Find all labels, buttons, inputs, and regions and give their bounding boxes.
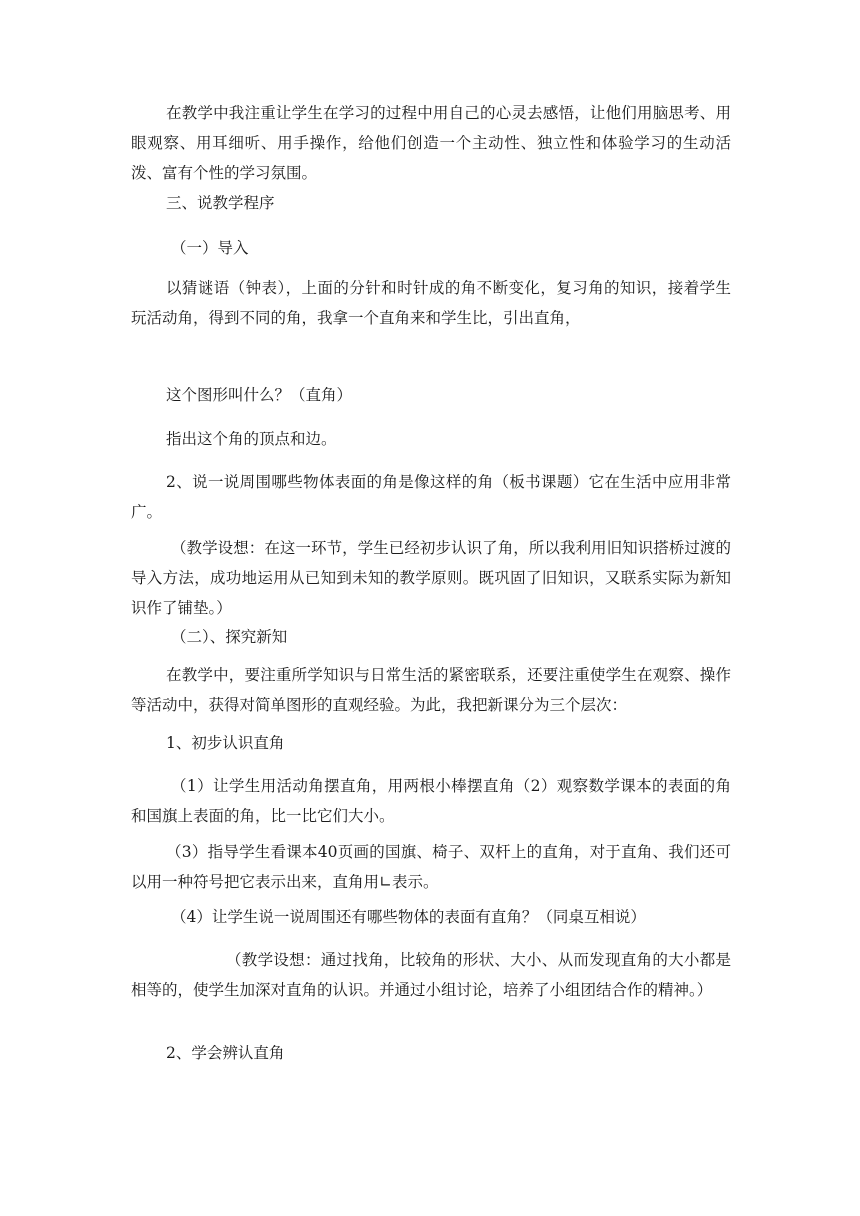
paragraph-step-1-2: （1）让学生用活动角摆直角，用两根小棒摆直角（2）观察数学课本的表面的角和国旗上表面的角，比一比它们大小。 bbox=[131, 777, 731, 825]
paragraph-teaching-idea-2: （教学设想：通过找角，比较角的形状、大小、从而发现直角的大小都是相等的，使学生加深对直角的认识。并通过小组讨论，培养了小组团结合作的精神。） bbox=[131, 951, 731, 999]
paragraph-intro: 在教学中我注重让学生在学习的过程中用自己的心灵去感悟，让他们用脑思考、用眼观察、用耳细听、用手操作，给他们创造一个主动性、独立性和体验学习的生动活泼、富有个性的学习氛围。 bbox=[131, 104, 731, 182]
paragraph-step-3: （3）指导学生看课本40页画的国旗、椅子、双杆上的直角，对于直角、我们还可以用一种符号把它表示出来，直角用∟表示。 bbox=[131, 843, 731, 891]
paragraph-question: 这个图形叫什么？（直角） bbox=[166, 386, 353, 404]
heading-introduction: （一）导入 bbox=[171, 239, 249, 257]
paragraph-item-2: 2、说一说周围哪些物体表面的角是像这样的角（板书课题）它在生活中应用非常广。 bbox=[131, 473, 731, 521]
paragraph-teaching-idea-1: （教学设想：在这一环节，学生已经初步认识了角，所以我利用旧知识搭桥过渡的导入方法，成功地运用从已知到未知的教学原则。既巩固了旧知识，又联系实际为新知识作了铺垫。） bbox=[131, 539, 731, 617]
heading-initial-right-angle: 1、初步认识直角 bbox=[166, 734, 285, 752]
heading-explore-new: （二）、探究新知 bbox=[171, 628, 288, 646]
paragraph-daily-life: 在教学中，要注重所学知识与日常生活的紧密联系，还要注重使学生在观察、操作等活动中，获得对简单图形的直观经验。为此，我把新课分为三个层次： bbox=[131, 666, 731, 714]
paragraph-vertex: 指出这个角的顶点和边。 bbox=[166, 430, 337, 448]
heading-identify-right-angle: 2、学会辨认直角 bbox=[166, 1044, 285, 1062]
heading-teaching-procedure: 三、说教学程序 bbox=[166, 194, 275, 212]
paragraph-step-4: （4）让学生说一说周围还有哪些物体的表面有直角？（同桌互相说） bbox=[171, 908, 646, 926]
paragraph-riddle: 以猜谜语（钟表），上面的分针和时针成的角不断变化，复习角的知识，接着学生玩活动角，得到不同的角，我拿一个直角来和学生比，引出直角， bbox=[131, 279, 731, 327]
